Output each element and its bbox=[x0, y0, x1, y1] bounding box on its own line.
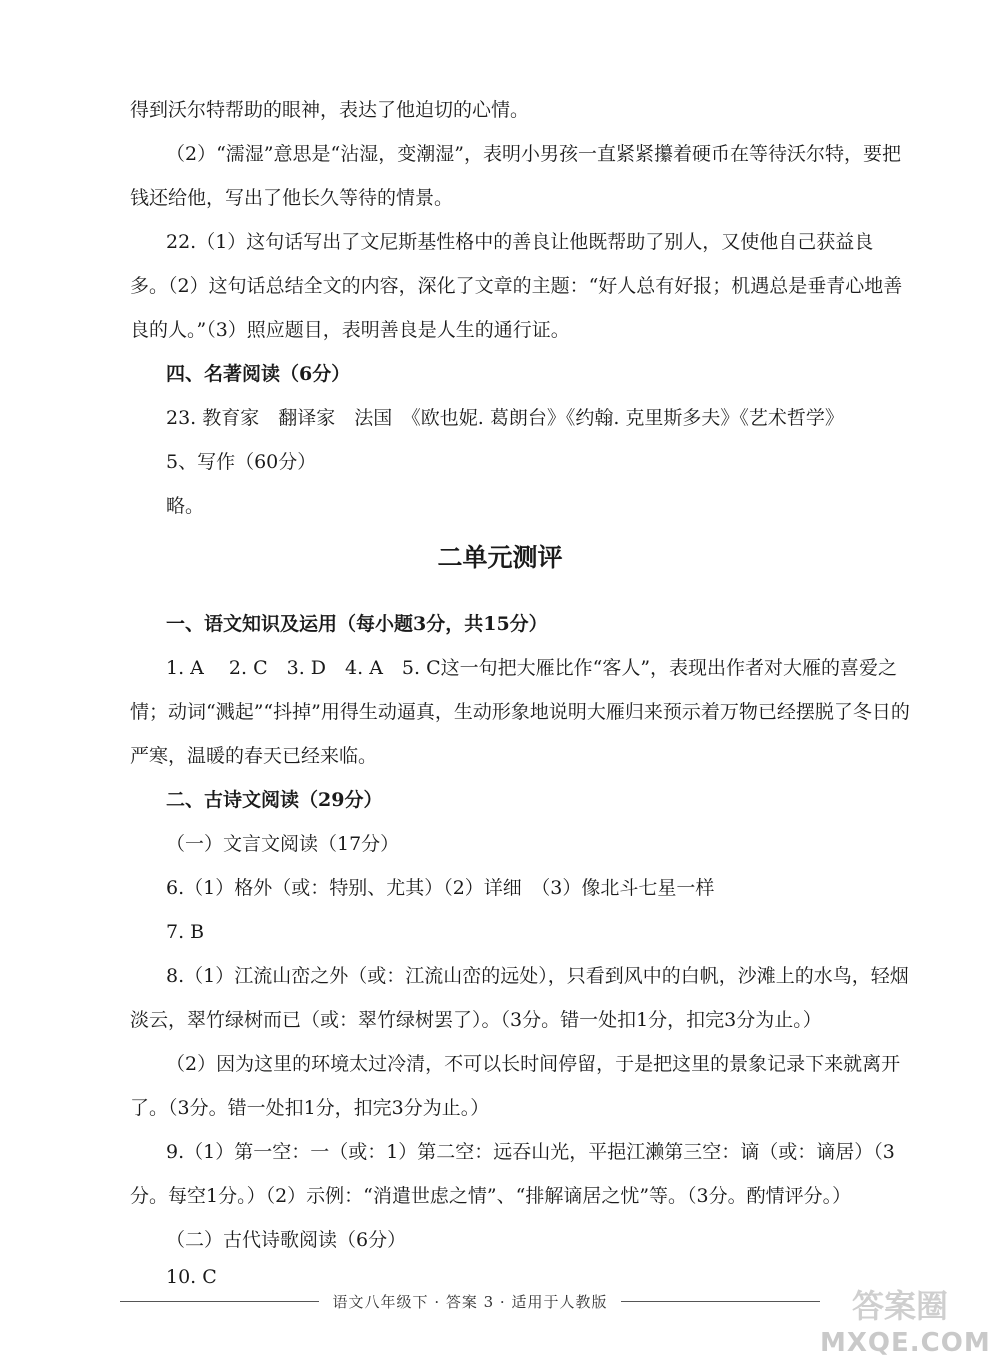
footer-rule-left bbox=[120, 1301, 319, 1302]
page-footer bbox=[120, 1286, 820, 1316]
section-heading-classics: 四、名著阅读（6分） bbox=[166, 363, 351, 385]
section-title: 二单元测评 bbox=[437, 543, 563, 572]
watermark-site: MXQE.COM bbox=[820, 1328, 991, 1358]
answer-6: 6.（1）格外（或：特别、尤其）（2）详细 （3）像北斗七星一样 bbox=[166, 877, 715, 899]
answer-9: 9.（1）第一空：一（或：1）第二空：远吞山光，平挹江濑第三空：谪（或：谪居）（3分。每空1分。）（2）示例：“消遣世虑之情”、“排解谪居之忧”等。（3分。酌情评分。） bbox=[130, 1141, 895, 1207]
answer-22: 22.（1）这句话写出了文尼斯基性格中的善良让他既帮助了别人，又使他自己获益良多。（2）这句话总结全文的内容，深化了文章的主题：“好人总有好报；机遇总是垂青心地善良的人。”（3）照应题目，表明善良是人生的通行证。 bbox=[130, 231, 903, 341]
answer-8-1: 8.（1）江流山峦之外（或：江流山峦的远处），只看到风中的白帆，沙滩上的水鸟，轻烟淡云，翠竹绿树而已（或：翠竹绿树罢了）。（3分。错一处扣1分，扣完3分为止。） bbox=[130, 965, 909, 1031]
footer-rule-right bbox=[621, 1301, 820, 1302]
watermark bbox=[820, 1284, 991, 1364]
section-heading-knowledge: 一、语文知识及运用（每小题3分，共15分） bbox=[166, 613, 548, 635]
answer-21-2: （2）“濡湿”意思是“沾湿，变潮湿”，表明小男孩一直紧紧攥着硬币在等待沃尔特，要把钱还给他，写出了他长久等待的情景。 bbox=[130, 143, 901, 209]
watermark-logo: 答案圈 bbox=[851, 1287, 948, 1325]
answer-writing: 略。 bbox=[166, 495, 205, 517]
answer-10: 10. C bbox=[166, 1266, 217, 1288]
footer-text: 语文八年级下 · 答案 3 · 适用于人教版 bbox=[332, 1292, 608, 1311]
section-heading-ancient: 二、古诗文阅读（29分） bbox=[166, 789, 383, 811]
subsection-classical-prose: （一）文言文阅读（17分） bbox=[166, 833, 400, 855]
answer-23: 23. 教育家 翻译家 法国 《欧也妮. 葛朗台》《约翰. 克里斯多夫》《艺术哲学》 bbox=[166, 407, 844, 429]
section-heading-writing: 5、写作（60分） bbox=[166, 451, 317, 473]
answer-1-5: 1. A 2. C 3. D 4. A 5. C这一句把大雁比作“客人”，表现出作者对大雁的喜爱之情；动词“溅起”“抖掉”用得生动逼真，生动形象地说明大雁归来预示着万物已经摆脱了冬日的严寒，温暖的春天已经来临。 bbox=[130, 657, 910, 767]
answer-line-continuation: 得到沃尔特帮助的眼神，表达了他迫切的心情。 bbox=[130, 99, 530, 121]
answer-8-2: （2）因为这里的环境太过冷清，不可以长时间停留，于是把这里的景象记录下来就离开了。（3分。错一处扣1分，扣完3分为止。） bbox=[130, 1053, 901, 1119]
answer-7: 7. B bbox=[166, 921, 205, 943]
subsection-poetry: （二）古代诗歌阅读（6分） bbox=[166, 1229, 407, 1251]
